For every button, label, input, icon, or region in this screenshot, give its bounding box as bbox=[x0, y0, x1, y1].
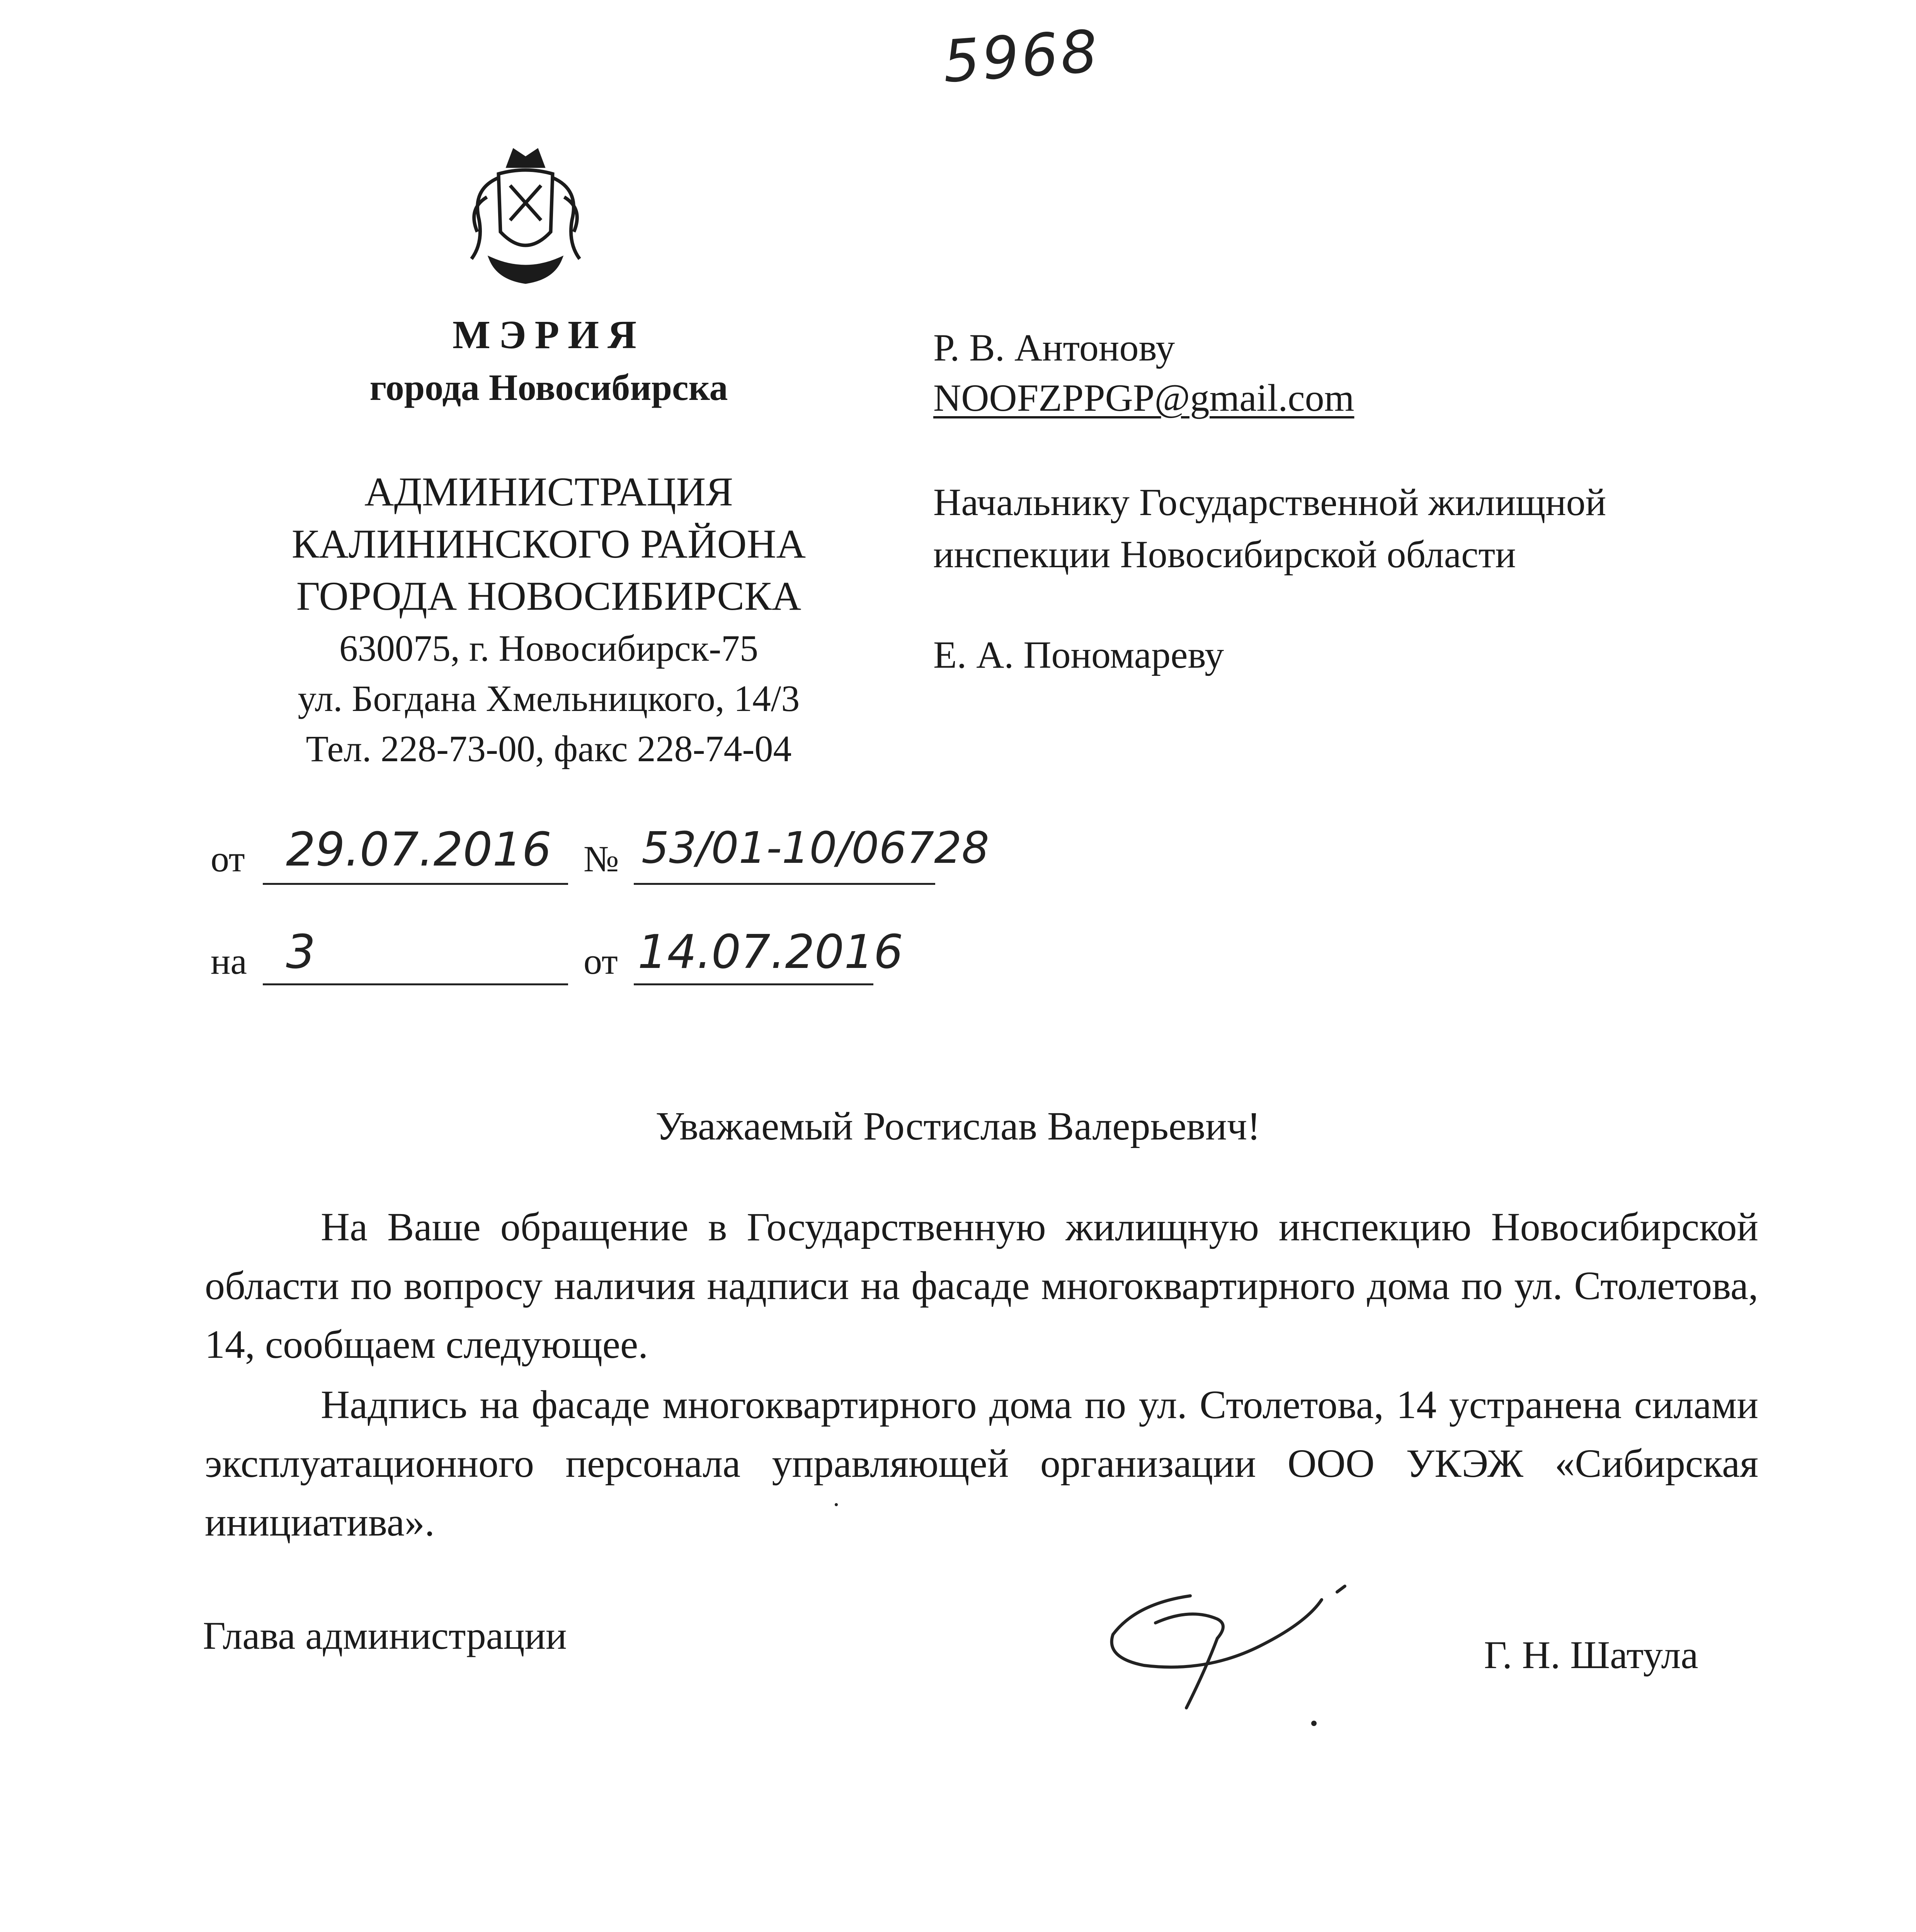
addressee-name: Р. В. Антонову bbox=[933, 326, 1175, 369]
date-underline bbox=[263, 883, 568, 885]
date-value: 29.07.2016 bbox=[286, 823, 552, 877]
number-underline bbox=[634, 883, 935, 885]
in-reply-value: 3 bbox=[286, 925, 316, 979]
scan-speck bbox=[835, 1503, 838, 1506]
addressee-position-line: Начальнику Государственной жилищной bbox=[933, 481, 1606, 524]
handwritten-signature bbox=[1090, 1569, 1360, 1747]
addressee-chief-name: Е. А. Пономареву bbox=[933, 633, 1224, 676]
number-label: № bbox=[584, 838, 619, 879]
administration-line: КАЛИНИНСКОГО РАЙОНА bbox=[291, 521, 806, 566]
mayor-city: города Новосибирска bbox=[369, 367, 728, 408]
in-reply-underline bbox=[263, 983, 568, 985]
handwritten-number: 5968 bbox=[941, 18, 1102, 96]
in-reply-date-underline bbox=[634, 983, 873, 985]
signatory-name: Г. Н. Шатула bbox=[1484, 1633, 1698, 1677]
address-line: Тел. 228-73-00, факс 228-74-04 bbox=[306, 728, 792, 769]
addressee-position-line: инспекции Новосибирской области bbox=[933, 533, 1516, 576]
mayor-title: МЭРИЯ bbox=[452, 313, 645, 357]
administration-line: ГОРОДА НОВОСИБИРСКА bbox=[296, 573, 801, 619]
number-value: 53/01-10/06728 bbox=[642, 823, 989, 873]
in-reply-date-value: 14.07.2016 bbox=[638, 925, 904, 979]
in-reply-label: на bbox=[211, 940, 247, 982]
address-line: ул. Богдана Хмельницкого, 14/3 bbox=[298, 678, 800, 719]
coat-of-arms-emblem bbox=[456, 143, 595, 290]
addressee-email: NOOFZPPGP@gmail.com bbox=[933, 376, 1354, 419]
signatory-position: Глава администрации bbox=[203, 1614, 567, 1658]
address-line: 630075, г. Новосибирск-75 bbox=[339, 628, 759, 669]
in-reply-date-label: от bbox=[584, 940, 618, 982]
body-paragraph: Надпись на фасаде многоквартирного дома по ул. Столетова, 14 устранена силами эксплуатационного персонала управляющей организации ООО УКЭЖ «Сибирская инициатива». bbox=[205, 1383, 1758, 1544]
body-paragraph: На Ваше обращение в Государственную жилищную инспекцию Новосибирской области по вопросу наличия надписи на фасаде многоквартирного дома по ул. Столетова, 14, сообщаем следующее. bbox=[205, 1205, 1758, 1367]
greeting: Уважаемый Ростислав Валерьевич! bbox=[655, 1104, 1261, 1148]
administration-line: АДМИНИСТРАЦИЯ bbox=[364, 469, 733, 514]
date-label: от bbox=[211, 838, 245, 879]
